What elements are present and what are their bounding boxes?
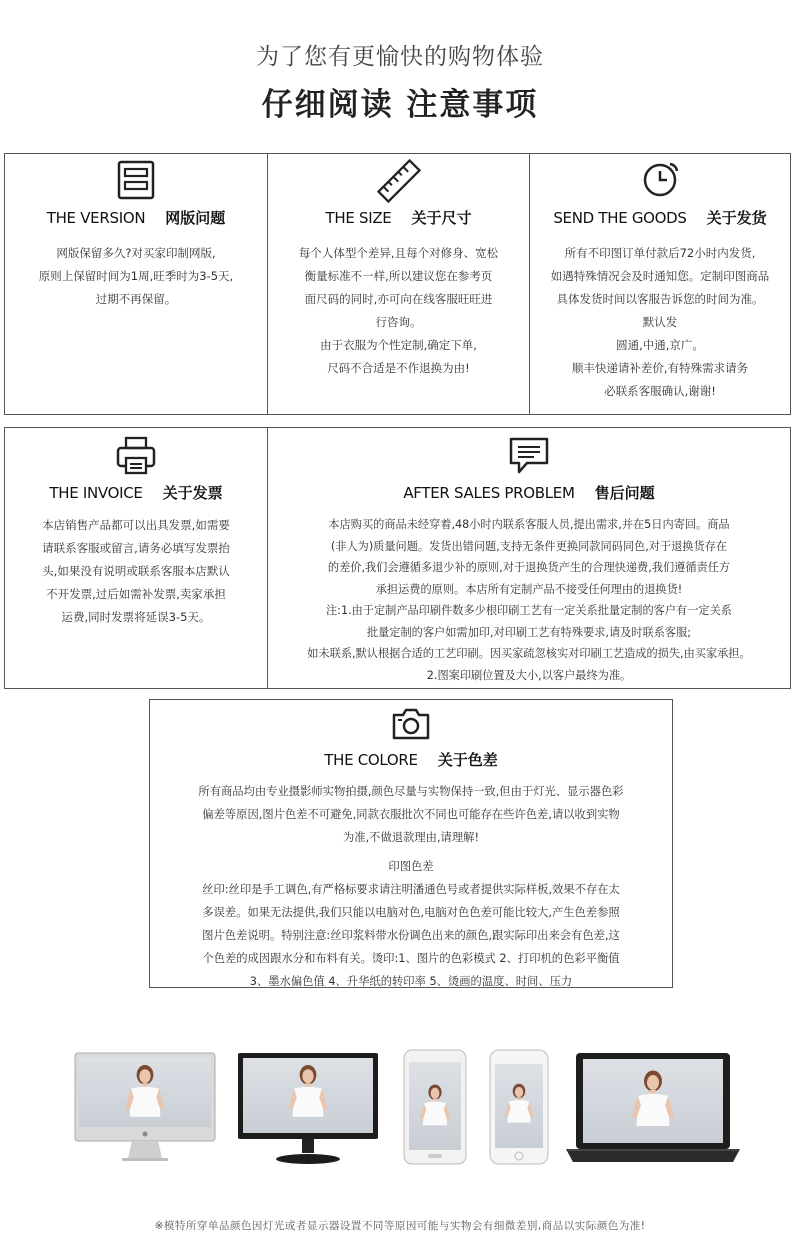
message-icon — [507, 436, 551, 476]
version-title — [5, 207, 267, 228]
version-body: 网版保留多久?对买家印制网版, 原则上保留时间为1周,旺季时为3-5天, 过期不再保留。 — [38, 246, 234, 306]
delivery-title — [530, 207, 790, 228]
delivery-title-zh: 关于发货 — [706, 209, 767, 227]
invoice-section — [5, 428, 267, 688]
size-title — [268, 207, 529, 228]
color-section — [149, 699, 673, 988]
footnote: ※模特所穿单品颜色因灯光或者显示器设置不同等原因可能与实物会有细微差别,商品以实际颜色为准! — [154, 1220, 646, 1232]
after-sales-title — [268, 482, 790, 503]
document-icon — [116, 160, 156, 200]
iphone — [490, 1050, 548, 1164]
color-title-zh: 关于色差 — [437, 751, 498, 769]
version-title-zh: 网版问题 — [165, 209, 226, 227]
devices-illustration — [0, 1048, 800, 1168]
after-sales-section — [267, 428, 790, 688]
after-sales-body: 本店购买的商品未经穿着,48小时内联系客服人员,提出需求,并在5日内寄回。商品 (非人为)质量问题。发货出错问题,支持无条件更换同款同码同色,对于退换货存在 的差价,我们会遵循多退少补的原则,对于退换货产生的合理快递费,我们遵循责任方 承担运费的原则。本店所有定制产品不接受任何理由的退换货! 注:1.由于定制产品印刷件数多少根印刷工艺有一定关系批量定制的客户有一定关系 批量定制的客户如需加印,对印刷工艺有特殊要求,请及时联系客服; 如未联系,默认根据合适的工艺印刷。因买家疏忽核实对印刷工艺造成的损失,由买家承担。 2.图案印刷位置及大小,以客户最终为准。 — [307, 518, 751, 682]
version-title-en: THE VERSION — [46, 209, 146, 227]
delivery-body: 所有不印图订单付款后72小时内发货, 如遇特殊情况会及时通知您。定制印图商品 具体发货时间以客服告诉您的时间为准。 默认发 圆通,中通,京广。 顺丰快递请补差价,有特殊需求请务 必联系客服确认,谢谢! — [550, 246, 770, 398]
version-section — [5, 154, 267, 414]
size-title-zh: 关于尺寸 — [411, 209, 472, 227]
page-header — [0, 38, 800, 124]
delivery-section — [529, 154, 790, 414]
after-sales-title-zh: 售后问题 — [594, 484, 655, 502]
invoice-title-en: THE INVOICE — [49, 484, 143, 502]
info-row-2 — [4, 427, 791, 689]
imac-monitor — [75, 1053, 215, 1161]
camera-icon — [390, 706, 432, 742]
invoice-title-zh: 关于发票 — [162, 484, 223, 502]
color-body: 所有商品均由专业摄影师实物拍摄,颜色尽量与实物保持一致,但由于灯光、显示器色彩 偏差等原因,图片色差不可避免,同款衣服批次不同也可能存在些许色差,请以收到实物 为准,不做退款理由,请理解! 印图色差 丝印:丝印是手工调色,有严格标要求请注明潘通色号或者提供实际样板,效果不存在太 多误差。如果无法提供,我们只能以电脑对色,电脑对色色差可能比较大,产生色差参照 图片色差说明。特别注意:丝印浆料带水份调色出来的颜色,跟实际印出来会有色差,这 个色差的成因跟水分和布料有关。烫印:1、图片的色彩模式 2、打印机的色彩平衡值 3、墨水偏色值 4、升华纸的转印率 5、烫画的温度、时间、压力 — [198, 785, 624, 988]
clock-icon — [640, 159, 680, 199]
ruler-icon — [376, 158, 422, 204]
laptop — [566, 1053, 740, 1162]
invoice-title — [5, 482, 267, 503]
page-subtitle: 为了您有更愉快的购物体验 — [256, 44, 544, 70]
android-phone — [404, 1050, 466, 1164]
color-title-en: THE COLORE — [324, 751, 418, 769]
size-body: 每个人体型个差异,且每个对修身、宽松 衡量标准不一样,所以建议您在参考页 面尺码的同时,亦可向在线客服旺旺进 行咨询。 由于衣服为个性定制,确定下单, 尺码不合适是不作退换为由! — [298, 246, 499, 375]
invoice-body: 本店销售产品都可以出具发票,如需要 请联系客服或留言,请务必填写发票抬 头,如果没有说明或联系客服本店默认 不开发票,过后如需补发票,卖家承担 运费,同时发票将延误3-5天。 — [42, 518, 230, 624]
page-title: 仔细阅读 注意事项 — [261, 87, 539, 123]
color-title — [150, 749, 672, 770]
desktop-monitor — [238, 1053, 378, 1164]
printer-icon — [115, 436, 157, 476]
after-sales-title-en: AFTER SALES PROBLEM — [403, 484, 575, 502]
info-row-1 — [4, 153, 791, 415]
delivery-title-en: SEND THE GOODS — [553, 209, 687, 227]
size-section — [267, 154, 529, 414]
size-title-en: THE SIZE — [325, 209, 392, 227]
